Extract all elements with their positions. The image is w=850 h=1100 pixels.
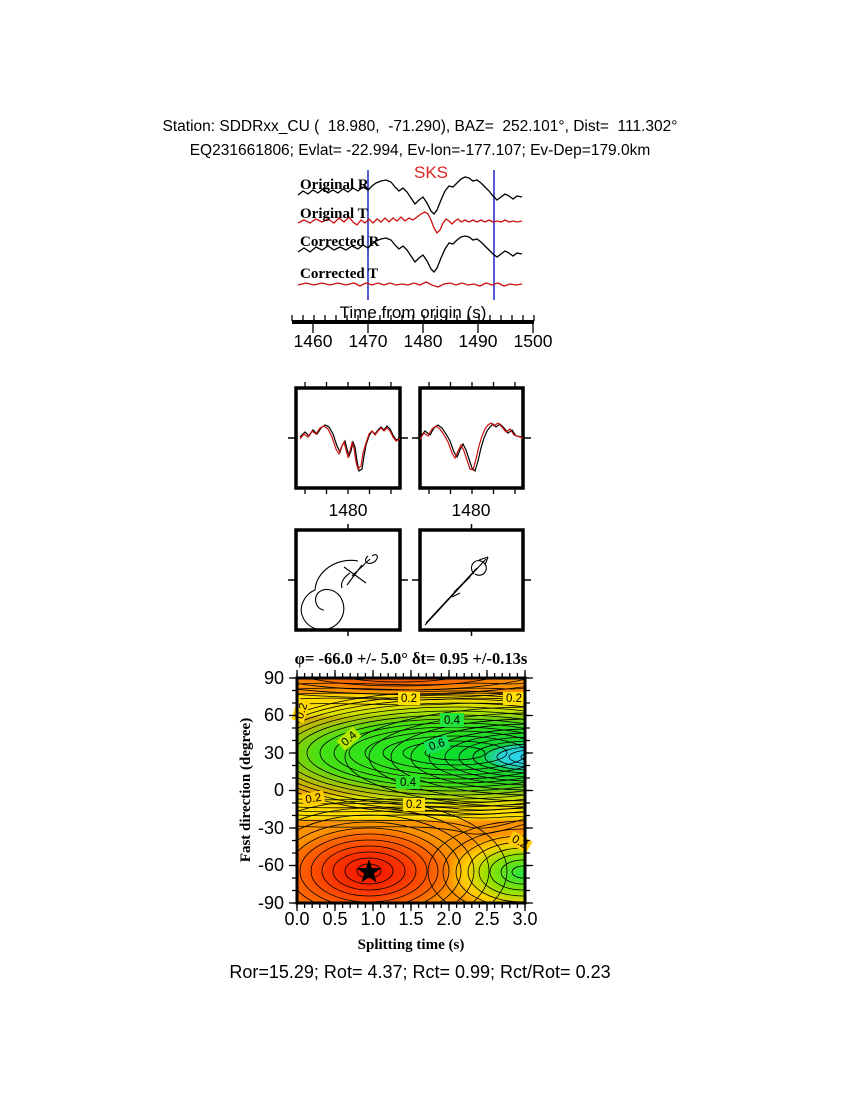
corrected-t-label: Corrected T (300, 266, 379, 282)
ytick-m90: -90 (257, 893, 284, 913)
compare-box-right (420, 388, 523, 488)
error-surface-panel (180, 634, 721, 953)
particle-box-original (296, 530, 400, 630)
contour-label-02-a: 0.2 (293, 701, 311, 721)
xtick-05: 0.5 (322, 909, 348, 929)
compare-left-tick-label: 1480 (328, 500, 368, 520)
time-tick-1480: 1480 (403, 331, 443, 351)
xtick-20: 2.0 (436, 909, 462, 929)
original-t-label: Original T (300, 206, 368, 222)
time-tick-1460: 1460 (293, 331, 333, 351)
particle-motion-corrected-path (425, 557, 488, 625)
contour-label-02-b: 0.2 (401, 693, 417, 705)
xtick-00: 0.0 (284, 909, 310, 929)
contour-label-06: 0.6 (427, 736, 447, 754)
ytick-m60: -60 (257, 855, 284, 875)
ytick-0: 0 (273, 780, 284, 800)
contour-label-02-d: 0.2 (406, 799, 422, 811)
corrected-r-label: Corrected R (300, 234, 380, 250)
sks-phase-label: SKS (413, 163, 449, 182)
compare-box-left (296, 388, 400, 488)
ytick-30: 30 (263, 743, 284, 763)
contour-label-02-e: 0.2 (304, 791, 323, 807)
contour-label-04-b: 0.4 (339, 729, 360, 749)
compare-left-black-wave (300, 425, 400, 471)
contour-label-04-c: 0.4 (400, 777, 416, 789)
result-stats-line: Ror=15.29; Rot= 4.37; Rct= 0.99; Rct/Rot= 0.23 (229, 962, 611, 982)
particle-motion-original-path (301, 555, 377, 630)
fast-direction-axis-label: Fast direction (degree) (238, 717, 254, 863)
contour-label-02-c: 0.2 (506, 693, 522, 705)
ytick-m30: -30 (257, 818, 284, 838)
waveform-compare-panels (288, 382, 531, 520)
station-header-line: Station: SDDRxx_CU ( 18.980, -71.290), BAZ= 252.101°, Dist= 111.302° (162, 118, 678, 135)
xtick-25: 2.5 (474, 909, 500, 929)
xtick-10: 1.0 (360, 909, 386, 929)
contour-label-04-a: 0.4 (444, 715, 460, 727)
time-tick-1500: 1500 (513, 331, 553, 351)
waveform-panel (292, 163, 553, 351)
time-tick-1470: 1470 (348, 331, 388, 351)
compare-right-red-wave (420, 423, 523, 470)
time-axis-title: Time from origin (s) (339, 303, 487, 322)
event-header-line: EQ231661806; Evlat= -22.994, Ev-lon=-177.107; Ev-Dep=179.0km (189, 142, 651, 159)
ytick-90: 90 (263, 668, 284, 688)
compare-right-tick-label: 1480 (451, 500, 491, 520)
ytick-60: 60 (263, 705, 284, 725)
xtick-15: 1.5 (398, 909, 424, 929)
time-tick-1490: 1490 (458, 331, 498, 351)
particle-box-ticks (288, 524, 531, 636)
contour-label-02-f: 0.2 (509, 833, 530, 852)
splitting-time-axis-label: Splitting time (s) (357, 937, 465, 953)
corrected-t-trace (298, 282, 522, 287)
contour-title: φ= -66.0 +/- 5.0° δt= 0.95 +/-0.13s (294, 649, 528, 668)
original-r-label: Original R (300, 177, 369, 193)
xtick-30: 3.0 (512, 909, 538, 929)
particle-motion-panels (288, 524, 531, 636)
particle-box-corrected (420, 530, 523, 630)
